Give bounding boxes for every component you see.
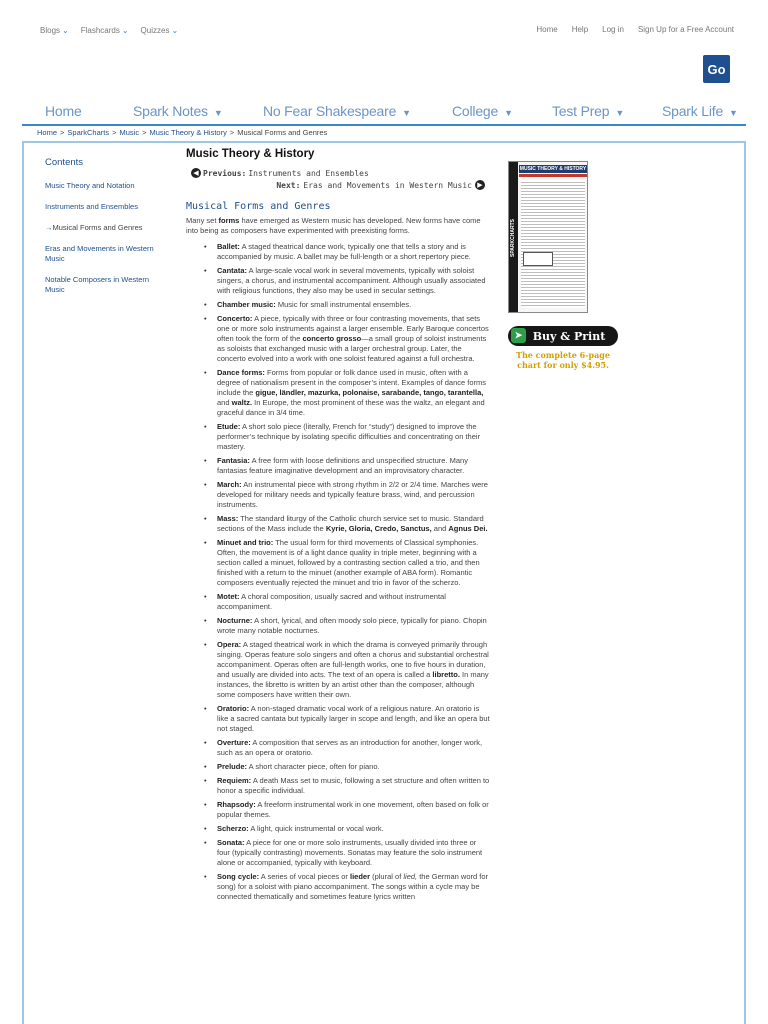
chart-cover-text-lines (521, 180, 585, 308)
sparkchart-ad[interactable] (508, 161, 620, 370)
utility-link-label: Blogs (40, 26, 61, 35)
form-definition: A choral composition, usually sacred and without instrumental accompaniment. (217, 592, 446, 611)
form-definition: the German word for song) for a soloist with piano accompaniment. The songs within a cycle may be connected thematically and sometimes feature lyrics written (217, 872, 489, 901)
form-definition-bold: gigue, ländler, mazurka, polonaise, sarabande, tango, tarantella, (255, 388, 484, 397)
nav-item-no-fear-shakespeare[interactable] (263, 103, 411, 119)
nav-item-spark-life[interactable] (662, 103, 738, 119)
nav-item-spark-notes[interactable] (133, 103, 223, 119)
form-term: Rhapsody: (217, 800, 256, 809)
utility-link-label: Quizzes (140, 26, 170, 35)
form-definition: A short, lyrical, and often moody solo piece, typically for piano. Chopin wrote many notable nocturnes. (217, 616, 487, 635)
form-list-item (204, 800, 490, 820)
form-list-item (204, 872, 490, 902)
dropdown-triangle-icon: ▼ (615, 107, 625, 118)
breadcrumb-separator: > (142, 128, 147, 137)
breadcrumb-link[interactable]: Home (37, 128, 58, 137)
dropdown-triangle-icon: ▼ (504, 107, 513, 118)
form-list-item (204, 368, 490, 418)
form-definition: In Europe, the most prominent of these was the waltz, an elegant and graceful dance in 3/4 time. (217, 398, 485, 417)
form-term: Ballet: (217, 242, 240, 251)
chart-spine: SPARKCHARTS (509, 162, 518, 313)
main-navigation (0, 103, 768, 123)
arrow-right-icon: → (45, 223, 53, 232)
form-definition-bold: concerto grosso (302, 334, 362, 343)
form-definition: A free form with loose definitions and unspecified structure. Many fantasias feature imaginative development and an improvisatory character. (217, 456, 468, 475)
form-definition-bold: Agnus Dei. (448, 524, 488, 533)
form-term: Oratorio: (217, 704, 250, 713)
utility-link-log-in[interactable]: Log in (602, 25, 624, 34)
forms-list (186, 242, 490, 902)
next-label: Next: (276, 180, 301, 190)
form-list-item (204, 824, 490, 834)
chevron-down-icon: ⌄ (121, 26, 129, 35)
breadcrumb-link[interactable]: Music Theory & History (149, 128, 227, 137)
form-term: Etude: (217, 422, 241, 431)
form-list-item (204, 640, 490, 700)
sidebar-link-label: Notable Composers in Western Music (45, 275, 150, 294)
previous-title: Instruments and Ensembles (248, 168, 369, 178)
dropdown-triangle-icon: ▼ (402, 107, 411, 118)
previous-link[interactable] (191, 168, 369, 178)
arrow-left-icon: ◀ (191, 168, 201, 178)
form-definition: —a small group of soloist instruments as soloists that exchanged music with a larger orchestral group. Later, the concerto evolved into a work with one soloist featured against a full orchestra. (217, 334, 487, 363)
section-title: Musical Forms and Genres (186, 201, 331, 212)
form-list-item (204, 616, 490, 636)
nav-item-test-prep[interactable] (552, 103, 624, 119)
utility-right-links (536, 25, 734, 34)
form-definition-bold: lieder (350, 872, 371, 881)
form-list-item (204, 592, 490, 612)
form-definition-bold: waltz. (231, 398, 253, 407)
form-list-item (204, 776, 490, 796)
nav-item-label: Test Prep (552, 103, 610, 119)
form-list-item (204, 242, 490, 262)
sidebar-link[interactable] (45, 181, 170, 191)
form-list-item (204, 538, 490, 588)
form-definition: and (431, 524, 449, 533)
form-definition-bold: Kyrie, Gloria, Credo, Sanctus, (325, 524, 432, 533)
form-definition: A piece for one or more solo instruments, usually divided into three or four (typically contrasting) movements. Sonatas may feature the solo instrument alone or accompanied, typically with keyboard. (217, 838, 483, 867)
chevron-down-icon: ⌄ (62, 26, 69, 35)
form-definition: An instrumental piece with strong rhythm in 2/2 or 2/4 time. Marches were developed for military needs and typically feature brass, wind, and percussion instruments. (217, 480, 488, 509)
sidebar-link-label: Music Theory and Notation (45, 181, 135, 190)
form-definition: A light, quick instrumental or vocal work. (248, 824, 384, 833)
page-title: Music Theory & History (186, 148, 315, 160)
chart-cover-staff-graphic (523, 252, 553, 266)
form-list-item (204, 738, 490, 758)
form-term: Minuet and trio: (217, 538, 274, 547)
form-term: Cantata: (217, 266, 248, 275)
form-definition: A staged theatrical work in which the drama is conveyed primarily through singing. Operas feature solo singers and often a chorus and substantial orchestral accompaniment. Operas often are full-length works, one to five hours in duration, and usually are divided into acts. The text of an opera is called a (217, 640, 489, 679)
form-definition: A series of vocal pieces or (259, 872, 350, 881)
ad-tagline: The complete 6-page chart for only $4.95. (516, 350, 610, 370)
form-definition: Forms from popular or folk dance used in music, often with a degree of nationalism present in the composer’s intent. Examples of dance forms include the (217, 368, 487, 397)
chevron-down-icon: ⌄ (171, 26, 179, 35)
nav-item-label: Spark Notes (133, 103, 208, 119)
nav-item-label: Spark Life (662, 103, 724, 119)
previous-label: Previous: (203, 168, 247, 178)
next-link[interactable] (276, 180, 485, 190)
utility-bar (0, 0, 768, 60)
chart-cover-image[interactable] (508, 161, 588, 313)
prev-next-nav (186, 168, 490, 192)
breadcrumb-current: Musical Forms and Genres (237, 128, 328, 137)
chart-caption-strip (508, 315, 613, 320)
form-term: Chamber music: (217, 300, 276, 309)
form-list-item (204, 314, 490, 364)
form-term: Nocturne: (217, 616, 253, 625)
nav-item-college[interactable] (452, 103, 513, 119)
form-definition: In many instances, the libretto is written by an artist other than the composer, although some composers have written their own. (217, 670, 489, 699)
arrow-right-icon: ▶ (475, 180, 485, 190)
chart-cover-heading: MUSIC THEORY & HISTORY (519, 166, 587, 172)
nav-item-home[interactable] (45, 103, 82, 119)
buy-print-button[interactable] (508, 326, 618, 346)
form-definition: The usual form for third movements of Classical symphonies. Often, the movement is of a light dance quality in triple meter, beginning with a section called a minuet, followed by a contrasting section called a trio, and then finished with a return to the minuet (another example of ABA form). Romantic composers eventually rejected the minuet and trio in favor of the scherzo. (217, 538, 480, 587)
utility-link-sign-up-for-a-free-account[interactable]: Sign Up for a Free Account (637, 25, 734, 34)
form-term: Prelude: (217, 762, 248, 771)
form-list-item (204, 300, 490, 310)
form-definition: and (217, 398, 232, 407)
utility-link-flashcards[interactable] (81, 26, 129, 35)
form-definition-italic: lied, (403, 872, 418, 881)
intro-paragraph (186, 216, 490, 236)
dropdown-triangle-icon: ▼ (213, 107, 223, 118)
form-definition: A piece, typically with three or four contrasting movements, that sets one or more solo instruments against a larger ensemble. Early Baroque concertos often took the form of the (217, 314, 489, 343)
search-go-button[interactable]: Go (703, 55, 730, 83)
dropdown-triangle-icon: ▼ (729, 107, 738, 118)
form-definition: A short character piece, often for piano. (247, 762, 380, 771)
utility-link-blogs[interactable] (40, 26, 69, 35)
form-definition: A large-scale vocal work in several movements, typically with soloist singers, a chorus, and instrumental accompaniment. Although usually associated with religious functions, they also may be used in secular settings. (217, 266, 486, 295)
sidebar-link[interactable] (45, 275, 170, 295)
sidebar-link-label: Eras and Movements in Western Music (45, 244, 154, 263)
intro-text: Many set (186, 216, 219, 225)
form-term: March: (217, 480, 242, 489)
form-list-item (204, 456, 490, 476)
form-definition: The standard liturgy of the Catholic church service set to music. Standard sections of the Mass include the (217, 514, 484, 533)
breadcrumb-separator: > (60, 128, 65, 137)
form-definition: A freeform instrumental work in one movement, often based on folk or popular themes. (217, 800, 489, 819)
form-term: Fantasia: (217, 456, 250, 465)
sidebar-link[interactable] (45, 202, 170, 212)
form-list-item (204, 762, 490, 772)
utility-left-links (40, 26, 178, 35)
nav-item-label: Home (45, 103, 82, 119)
utility-link-home[interactable]: Home (536, 25, 558, 34)
utility-link-help[interactable]: Help (571, 25, 589, 34)
form-term: Overture: (217, 738, 251, 747)
form-term: Song cycle: (217, 872, 260, 881)
breadcrumb-link[interactable]: Music (119, 128, 140, 137)
utility-link-label: Flashcards (80, 26, 120, 35)
form-term: Mass: (217, 514, 239, 523)
buy-print-label: Buy & Print (532, 329, 606, 343)
form-list-item (204, 422, 490, 452)
next-title: Eras and Movements in Western Music (303, 180, 472, 190)
nav-item-label: College (452, 103, 499, 119)
sidebar-link-label: Instruments and Ensembles (45, 202, 138, 211)
intro-text-rest: have emerged as Western music has developed. New forms have come into being as composers have experimented with preexisting forms. (186, 216, 481, 235)
nav-divider (22, 124, 746, 126)
breadcrumb-link[interactable]: SparkCharts (67, 128, 110, 137)
intro-bold: forms (218, 216, 240, 225)
breadcrumb (37, 128, 327, 137)
chart-cover-accent (519, 174, 587, 177)
form-list-item (204, 514, 490, 534)
form-term: Motet: (217, 592, 240, 601)
form-term: Scherzo: (217, 824, 249, 833)
form-definition: A staged theatrical dance work, typically one that tells a story and is accompanied by music. A ballet may be full-length or a short repertory piece. (217, 242, 471, 261)
form-term: Sonata: (217, 838, 245, 847)
form-list-item (204, 838, 490, 868)
contents-sidebar (45, 157, 170, 306)
form-definition-bold: libretto. (432, 670, 460, 679)
form-term: Requiem: (217, 776, 252, 785)
form-list-item (204, 704, 490, 734)
breadcrumb-separator: > (229, 128, 235, 137)
form-definition: A short solo piece (literally, French for “study”) designed to improve the performer’s technique by isolating specific difficulties and concentrating on their mastery. (217, 422, 481, 451)
breadcrumb-separator: > (112, 128, 117, 137)
form-definition: Music for small instrumental ensembles. (275, 300, 412, 309)
sidebar-link[interactable] (45, 223, 170, 233)
form-term: Concerto: (217, 314, 253, 323)
form-definition: A composition that serves as an introduction for another, longer work, such as an opera or oratorio. (217, 738, 483, 757)
form-definition: (plural of (370, 872, 404, 881)
cart-icon: ➤ (511, 328, 526, 343)
sidebar-link-label: Musical Forms and Genres (52, 223, 143, 232)
form-definition: A death Mass set to music, following a set structure and often written to honor a specific individual. (217, 776, 490, 795)
form-list-item (204, 480, 490, 510)
form-definition: A non-staged dramatic vocal work of a religious nature. An oratorio is like a sacred cantata but typically larger in scope and length, and like an opera but not staged. (217, 704, 490, 733)
contents-heading: Contents (45, 157, 84, 168)
main-content (186, 148, 490, 906)
form-term: Dance forms: (217, 368, 265, 377)
utility-link-quizzes[interactable] (141, 26, 179, 35)
form-list-item (204, 266, 490, 296)
form-term: Opera: (217, 640, 242, 649)
nav-item-label: No Fear Shakespeare (263, 103, 397, 119)
sidebar-link[interactable] (45, 244, 170, 264)
